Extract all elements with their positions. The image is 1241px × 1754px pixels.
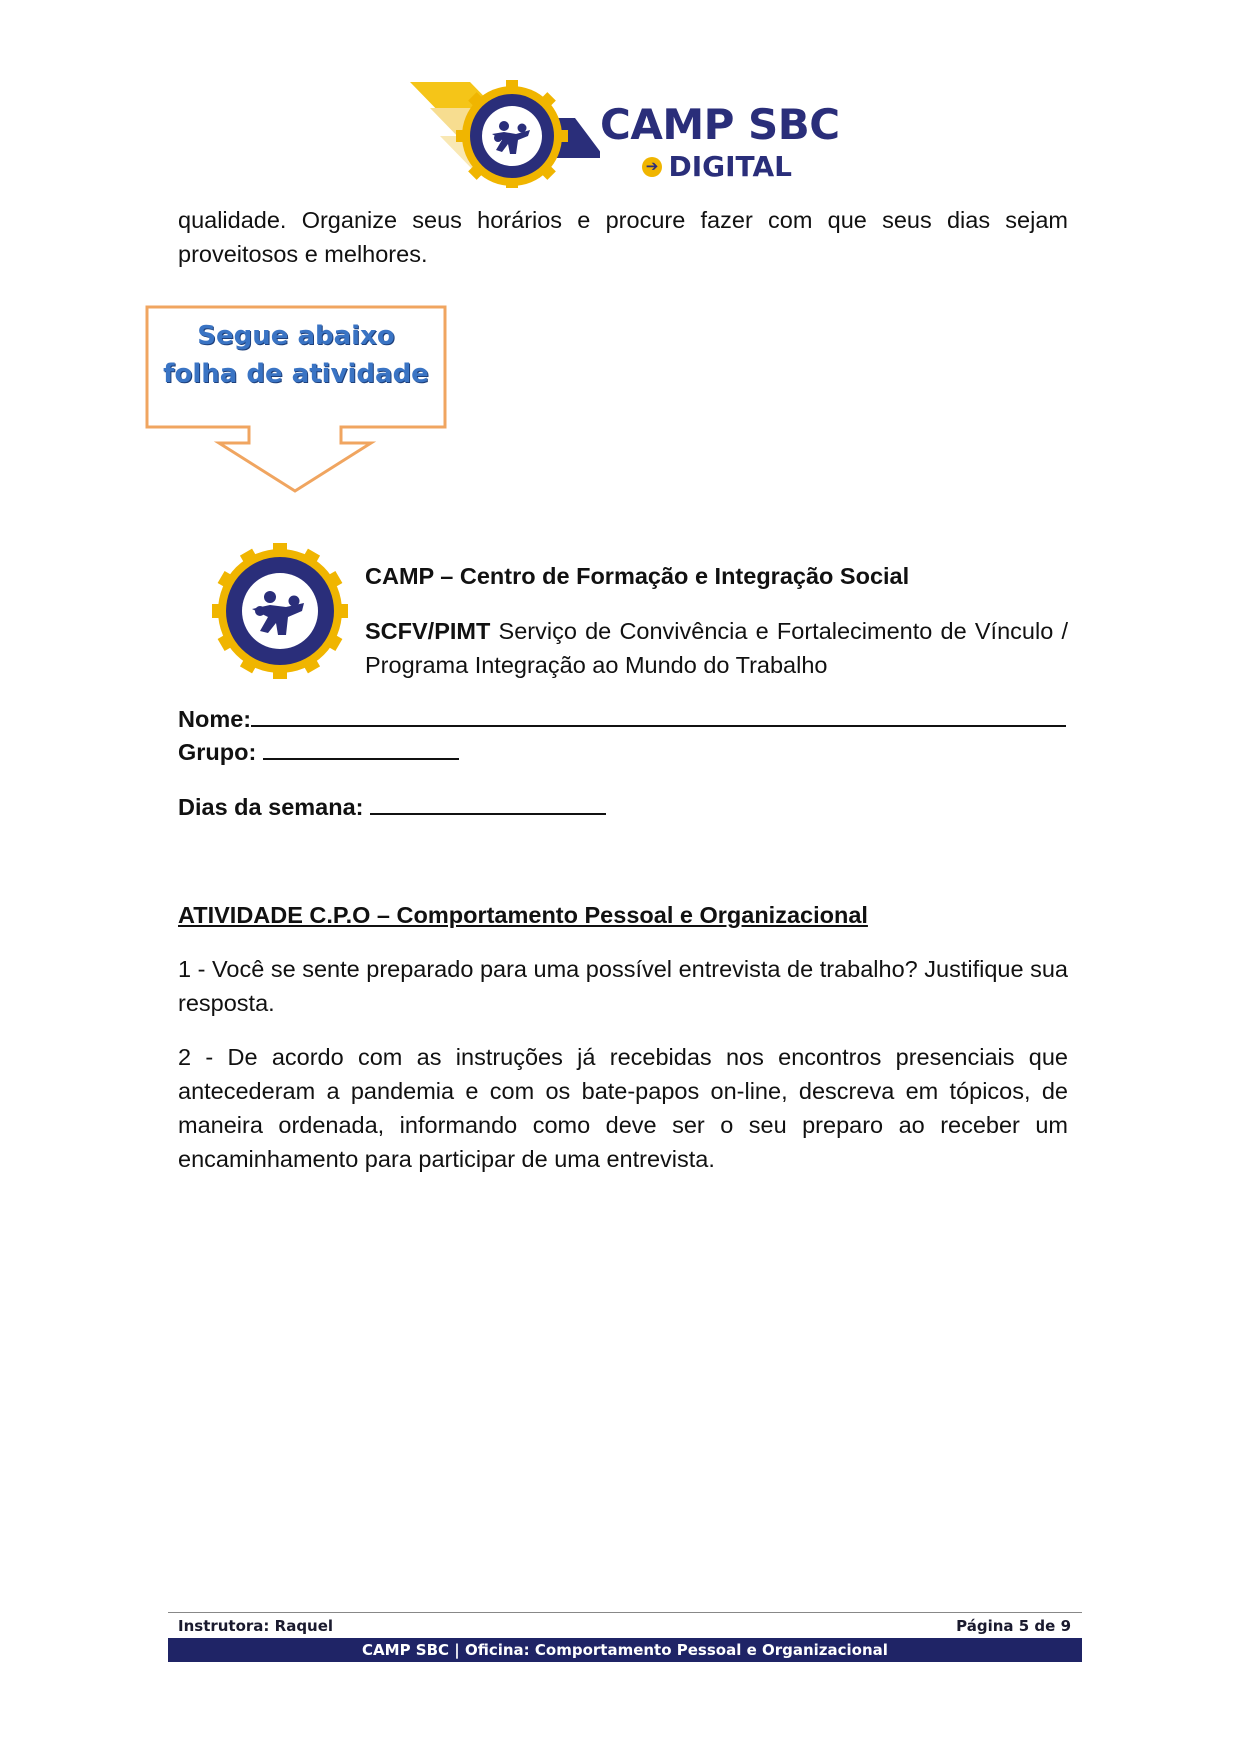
header-logo (400, 78, 850, 188)
name-field-row (178, 702, 1068, 736)
footer-instructor: Instrutora: Raquel (178, 1617, 334, 1635)
footer-banner-text: CAMP SBC | Oficina: Comportamento Pessoal e Organizacional (362, 1641, 888, 1659)
name-field[interactable] (251, 703, 1066, 727)
callout-line-1: Segue abaixo (197, 321, 395, 351)
intro-paragraph: qualidade. Organize seus horários e procure fazer com que seus dias sejam proveitosos e melhores. (178, 207, 1068, 267)
question-1: 1 - Você se sente preparado para uma possível entrevista de trabalho? Justifique sua resposta. (178, 956, 1068, 1016)
program-code: SCFV/PIMT (365, 618, 491, 644)
arrow-circle-icon: ➔ (642, 157, 662, 177)
callout-line-2: folha de atividade (163, 359, 429, 389)
header-logo-graphic (400, 78, 600, 188)
org-seal (212, 543, 348, 679)
footer-page: Página 5 de 9 (956, 1617, 1071, 1635)
brand-sub: DIGITAL (668, 150, 792, 183)
footer-banner (168, 1638, 1082, 1662)
group-field[interactable] (263, 736, 459, 760)
brand-sub-row (642, 150, 792, 184)
question-2: 2 - De acordo com as instruções já recebidas nos encontros presenciais que antecederam a pandemia e com os bate-papos on-line, descreva em tópicos, de maneira ordenada, informando como deve ser o seu preparo ao receber um encaminhamento para participar de uma entrevista. (178, 1044, 1068, 1172)
group-field-row (178, 735, 459, 769)
days-field[interactable] (370, 791, 606, 815)
callout-box (145, 305, 447, 495)
footer-rule (168, 1612, 1082, 1613)
brand-main: CAMP SBC (600, 100, 840, 149)
group-label: Grupo: (178, 739, 257, 765)
activity-title: ATIVIDADE C.P.O – Comportamento Pessoal e Organizacional (178, 902, 868, 928)
days-label: Dias da semana: (178, 794, 364, 820)
org-program (365, 614, 1068, 682)
days-field-row (178, 790, 606, 824)
name-label: Nome: (178, 706, 252, 732)
program-description: Serviço de Convivência e Fortalecimento de Vínculo / Programa Integração ao Mundo do Trabalho (365, 618, 1068, 678)
org-name: CAMP – Centro de Formação e Integração Social (365, 563, 910, 589)
